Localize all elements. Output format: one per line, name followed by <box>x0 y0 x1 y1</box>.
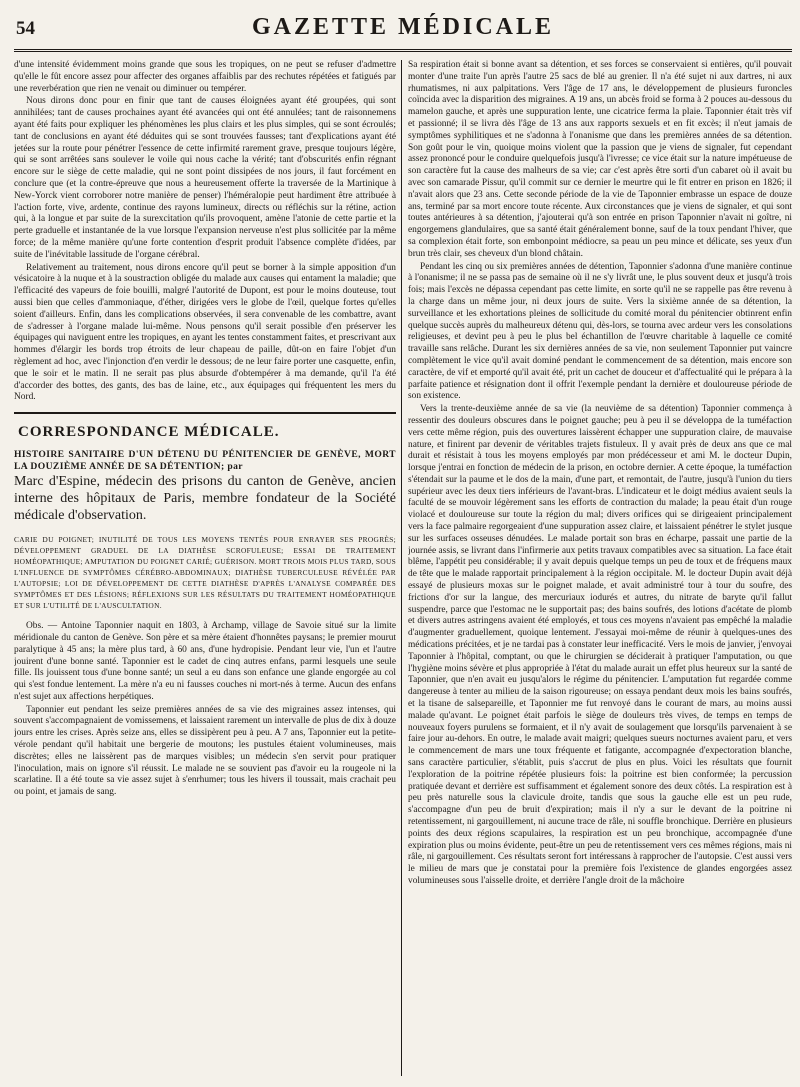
right-column <box>408 60 792 1076</box>
paragraph: d'une intensité évidemment moins grande que sous les tropiques, on ne peut se refuser d'admettre qu'elle le fût encore assez pour affecter des organes affaiblis par des rechutes répétées et fatigués par une reverbération que rien ne venait ou diminuer ou tempérer. <box>14 60 396 94</box>
left-column <box>14 60 396 1076</box>
paragraph: Sa respiration était si bonne avant sa détention, et ses forces se conservaient si entières, qu'il pouvait monter d'une traite l'un après l'autre 25 sacs de blé au grenier. Il n'a été sujet ni aux dartres, ni aux rhumatismes, ni aux palpitations. Vers l'âge de 17 ans, le développement de plusieurs furoncles coïncida avec la disparition des migraines. A 19 ans, un abcès froid se forma à 2 pouces au-dessous du mamelon gauche, et après une suppuration lente, une cicatrice ferma la plaie. Taponnier était très vif et passionné; il se livra dès l'âge de 13 ans aux rapports sexuels et en fit excès; il n'eut jamais de symptômes syphilitiques et ne s'adonna à l'onanisme que dans les premières années de sa détention. Son goût pour le vin, quoique moins violent que la passion que je viens de signaler, fut cependant assez prononcé pour le conduire quelquefois jusqu'à l'ivresse; ce vice était sur la nature impétueuse de son caractère fut la cause des malheurs de sa vie; car c'est après être sorti d'un cabaret où il avait bu avec son camarade Pissur, qu'il commit sur ce dernier le meurtre qui le fit entrer en prison en 1826; il n'avait alors que 23 ans. Cette seconde période de la vie de Taponnier embrasse un espace de douze ans, terminé par sa mort encore toute récente. Aux circonstances que je viens de signaler, et qui sont toutes antérieures à sa détention, j'ajouterai qu'à son entrée en prison Taponnier n'avait ni goître, ni engorgemens glandulaires, que sa santé était généralement bonne, sauf de la toux pendant l'hiver, que sa complexion était forte, son embonpoint médiocre, sa peau un peu mince et délicate, ses yeux d'un brun très clair, ses cheveux d'un blond châtain. <box>408 60 792 259</box>
article-columns <box>14 60 792 1076</box>
section-title: CORRESPONDANCE MÉDICALE. <box>18 424 280 441</box>
page-header <box>14 8 792 52</box>
article-heading: HISTOIRE SANITAIRE D'UN DÉTENU DU PÉNITENCIER DE GENÈVE, MORT LA DOUZIÈME ANNÉE DE SA DÉTENTION; par <box>14 449 396 473</box>
paragraph: Vers la trente-deuxième année de sa vie (la neuvième de sa détention) Taponnier commença à ressentir des douleurs obscures dans le poignet gauche; peu à peu il se développa de la tuméfaction vers cette même région, puis des ouvertures laissèrent échapper une suppuration claire, de mauvaise nature, et finirent par devenir de véritables trajets fistuleux. Il y avait près de deux ans que ce mal durait et résistait à tous les moyens employés par mon prédécesseur et ami M. le docteur Dupin, lorsque j'entrai en fonction de médecin de la prison, en octobre dernier. A cette époque, la tuméfaction s'étendait sur la paume et le dos de la main, d'une part, et remontait, de l'autre, jusqu'à l'union du tiers supérieur avec les deux tiers inférieurs de l'avant-bras. L'indicateur et le doigt médius avaient seuls la faculté de se mouvoir légèrement sans les efforts de contraction du malade; la peau était d'un rouge violacé et douloureuse sur toute la région du mal; divers orifices qui se dirigeaient principalement vers la face palmaire regorgeaient d'une suppuration assez claire, et laissaient pénétrer le stylet jusque sur les surfaces osseuses dénudées. Le malade portait son bras en écharpe, passait une partie de la journée assis, se livrant dans l'infirmerie aux petits travaux compatibles avec sa situation. La face était blême, l'appétit peu considérable; il y avait depuis quelque temps un peu de toux et de fréquens maux de tête que le malade rapportait principalement à la région occipitale. M. le docteur Dupin avait déjà essayé de plusieurs moxas sur le poignet malade, et avait administré tour à tour du soufre, des frictions d'or sur la langue, des mercuriaux iodurés et autres, du nitrate de baryte qu'il fallut suspendre, parce que l'estomac ne le supportait pas; des bains soufrés, des lotions d'acétate de plomb et divers autres astringens avaient été employés, et tous ces moyens n'avaient pas empêché la maladie d'augmenter graduellement, quoique lentement. J'essayai moi-même de réunir à quelques-unes des médications précitées, et je ne tardai pas à constater leur inefficacité. Vers le mois de janvier, j'envoyai Taponnier à l'hôpital, comptant, ou que le chirurgien se déciderait à pratiquer l'amputation, ou que l'hygiène moins sévère et plus appropriée à l'état du malade aurait un effet plus heureux sur la santé de Taponnier, que n'en avait eu jusqu'alors le régime du pénitencier. L'amputation fut regardée comme dangereuse à tenter au milieu de la saison rigoureuse; on essaya pendant deux mois les bains soufrés, et la tisane de salsepareille, et Taponnier me fut renvoyé dans le courant de mars, au moins aussi malade qu'avant. Le poignet était parfois le siège de douleurs très vives, de temps en temps de nouveaux foyers purulens se formaient, et il n'y avait de soulagement que lorsqu'ils parvenaient à se faire jour au-dehors. En outre, le malade avait maigri; quelques sueurs nocturnes avaient paru, et vers le commencement de mars une toux fréquente et fatigante, accompagnée d'expectoration blanche, sans caractère particulier, s'établit, puis s'accrut de plus en plus. Voici les résultats que fournit l'exploration de la poitrine répétée plusieurs fois: la poitrine est bien conformée; la percussion pratiquée devant et derrière est suffisamment et également sonore des deux côtés. La respiration est à peu près naturelle sous la clavicule droite, tandis que sous la gauche elle est un peu rude, s'accompagne d'un peu de bruit d'expiration; mais il n'y a sur le devant de la poitrine ni retentissement, ni gargouillement, ni aucune trace de râle, ni souffle bronchique. Derrière en plusieurs points des deux régions scapulaires, la respiration est un peu bronchique, accompagnée d'une expiration plus ou moins évidente, peut-être un peu de retentissement vers ces mêmes régions, mais ni râle, ni gargouillement. Ces résultats seront fort intéressans à rapprocher de l'autopsie. C'est aussi vers le milieu de mars que je constatai pour la première fois l'existence de glandes engorgées assez volumineuses sous l'aisselle droite, et derrière l'angle droit de la mâchoire <box>408 404 792 886</box>
paragraph: Taponnier eut pendant les seize premières années de sa vie des migraines assez intenses, qui souvent s'accompagnaient de vomissemens, et laissaient rarement un intervalle de plus de dix à douze jours entre les crises. Après seize ans, elles se dissipèrent peu à peu. A 7 ans, Taponnier eut la petite-vérole pendant qu'il habitait une bergerie de moutons; les pustules étaient volumineuses, mais discrètes; elles ne laissèrent pas de marques visibles; un médecin s'en servit pour pratiquer l'inoculation, mais on ignore s'il réussit. Le malade ne se souvient pas d'avoir eu la rougeole ni la scarlatine. Il a été toute sa vie assez sujet à s'enrhumer; tous les hivers il toussait, mais crachait peu ou point, et jamais de sang. <box>14 704 396 798</box>
section-divider <box>14 412 396 414</box>
page-number: 54 <box>16 18 35 39</box>
newspaper-page <box>14 8 792 1080</box>
article-summary: CARIE DU POIGNET; INUTILITÉ DE TOUS LES MOYENS TENTÉS POUR ENRAYER SES PROGRÈS; DÉVELOPPEMENT GRADUEL DE LA DIATHÈSE SCROFULEUSE; ESSAI DE TRAITEMENT HOMÉOPATHIQUE; AMPUTATION DU POIGNET CARIÉ; GUÉRISON. MORT TROIS MOIS PLUS TARD, SOUS L'INFLUENCE DE SYMPTÔMES CÉRÉBRO-ABDOMINAUX; DIATHÈSE TUBERCULEUSE RÉVÉLÉE PAR L'AUTOPSIE; LOI DE DÉVELOPPEMENT DE CETTE DIATHÈSE D'APRÈS L'ANALYSE COMPARÉE DES SYMPTÔMES ET DES LÉSIONS; RÉFLEXIONS SUR LES RÉSULTATS DU TRAITEMENT HOMÉOPATHIQUE ET SUR L'UTILITÉ DE L'AUSCULTATION. <box>14 535 396 611</box>
paragraph: Relativement au traitement, nous dirons encore qu'il peut se borner à la simple apposition d'un vésicatoire à la nuque et à la soustraction obligée du malade aux causes qui entament la maladie; que l'efficacité des vapeurs de foie bouilli, malgré l'autorité de Dupont, est pour le moins douteuse, tout aussi bien que celles d'ammoniaque, d'éther, dirigées vers le globe de l'œil, quelque fortes qu'elles soient d'ailleurs. Enfin, dans les complications observées, il sera convenable de les combattre, avant de s'adresser à l'organe malade lui-même. Nous pensons qu'il serait possible d'en préserver les équipages qui naviguent entre les tropiques, en ayant les tentes constamment faites, et prescrivant aux hommes d'élargir les bords trop étroits de leur chapeau de paille, dût-on en faire l'objet d'un règlement ad hoc, avec l'injonction d'en verdir le dessous; de ne leur faire porter une casquette, enfin, que le soir et le matin. Il ne serait pas plus absurde d'obtempérer à ma demande, qu'il l'a été d'accorder des bottes, des gants, des bas de laine, etc., aux équipages qui fréquentent les mers du Nord. <box>14 262 396 403</box>
paragraph: Obs. — Antoine Taponnier naquit en 1803, à Archamp, village de Savoie situé sur la limite méridionale du canton de Genève. Son père et sa mère étaient d'honnêtes paysans; le premier mourut paralytique à 45 ans; la mère plus tard, à 60 ans, d'une hydropisie. Pendant leur vie, l'un et l'autre jouirent d'une bonne santé. Taponnier est le cadet de cinq autres enfans, parmi lesquels une seule fille. Ils jouissent tous d'une bonne santé; un seul a eu dans son enfance une glande engorgée au col qui s'est fondue lentement. La mère n'a eu ni fausses couches ni mort-nés à terme. Aucun des enfans n'est sujet aux affections herpétiques. <box>14 621 396 702</box>
column-rule <box>401 60 402 1076</box>
masthead-title: GAZETTE MÉDICALE <box>251 14 555 40</box>
paragraph: Nous dirons donc pour en finir que tant de causes éloignées ayant été groupées, qui sont annihilées; tant de causes prochaines ayant été avancées qui ont été annulées; tant de raisonnemens ayant été faits pour expliquer les phénomènes les plus clairs et les plus simples, qui se sont écroulés; tant de conclusions en ayant été déduites qui se sont trouvées fausses; tant d'explications ayant été jetées sur la route pour pénétrer l'essence de cette infirmité rarement grave, presque toujours légère, qui se sont arrêtées sans soulever le voile qui nous cache la vérité; tant d'obscurités enfin régnant encore sur le siège de cette maladie, qui ne sont point dissipées de nos jours, il faut forcément en conclure que (et la contre-épreuve que nous a heureusement offerte la traversée de la Martinique à New-Yorck vient corroborer notre manière de penser) l'héméralopie peut hardiment être attribuée à l'action forte, vive, ardente, continue des rayons lumineux, directs ou réfléchis sur la rétine, action qui, à la longue et par suite de la surexcitation qu'ils provoquent, amène l'atonie de cette partie et la perte graduelle et instantanée de la vue lorsque l'expansion nerveuse n'est plus sollicitée par la même force; de la même manière qu'une forte contention d'esprit produit l'absence complète d'idées, par suite de l'inévitable lassitude de l'organe cérébral. <box>14 96 396 260</box>
paragraph: Pendant les cinq ou six premières années de détention, Taponnier s'adonna d'une manière continue à l'onanisme; il ne se passa pas de semaine où il ne s'y livrât une, le plus souvent deux et jusqu'à trois fois; mais l'excès ne dépassa cependant pas cette limite, en sorte qu'il ne se rappelle pas être revenu à la charge dans un même jour, ni deux jours de suite. Vers la sixième année de sa détention, la surveillance et les exhortations pleines de sollicitude du comité moral du pénitencier obtinrent enfin quelque succès auprès du malheureux détenu qui, dès-lors, se tourna avec ardeur vers les consolations religieuses, et devint peu à peu le plus bel échantillon de l'œuvre charitable à laquelle ce comité travaille sans relâche. Durant les six dernières années de sa vie, non seulement Taponnier put vaincre complètement le vice qu'il avait dominé pendant le commencement de sa détention, mais encore son caractère, de vif et emporté qu'il avait été, prit un cachet de douceur et d'affectualité qui le prépara à la parfaite patience et résignation dont il offrit l'exemple pendant la dernière et douloureuse période de son existence. <box>408 261 792 402</box>
article-byline: Marc d'Espine, médecin des prisons du canton de Genève, ancien interne des hôpitaux de Paris, membre fondateur de la Société médicale d'observation. <box>14 474 396 524</box>
